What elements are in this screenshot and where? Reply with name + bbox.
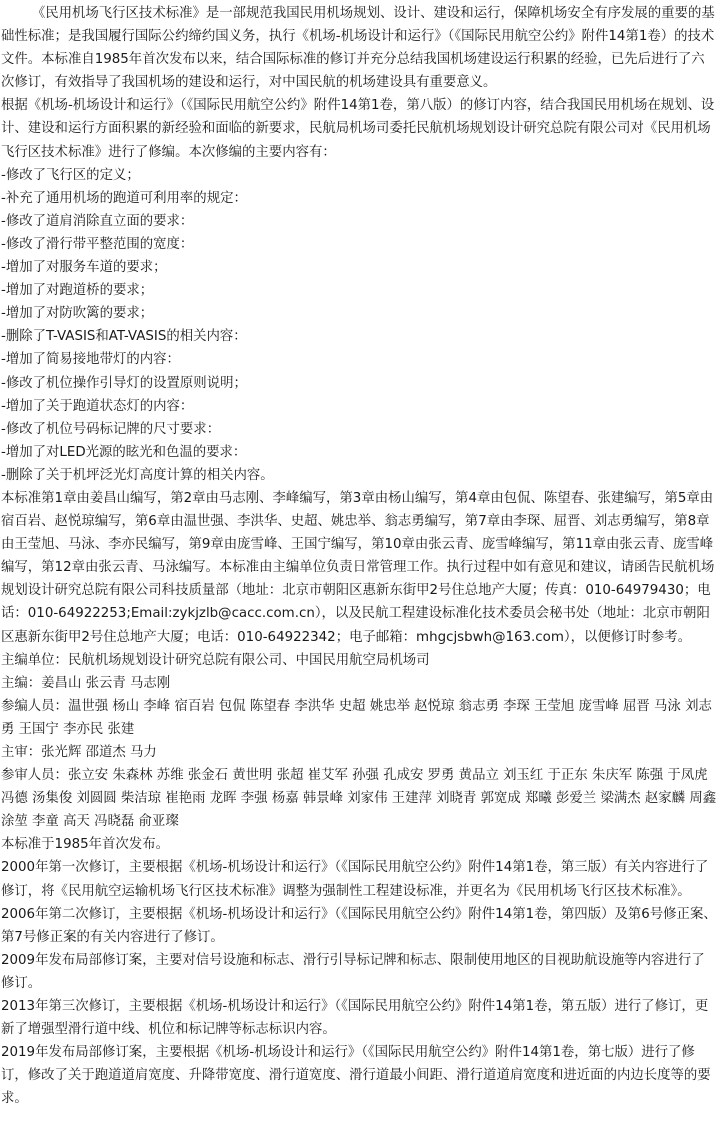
history-item: 2009年发布局部修订案，主要对信号设施和标志、滑行引导标记牌和标志、限制使用地区的目视助航设施等内容进行了修订。: [1, 952, 705, 991]
change-item: -增加了简易接地带灯的内容：: [1, 352, 180, 368]
change-item: -增加了对防吹篱的要求；: [1, 306, 154, 322]
change-item: -增加了对跑道桥的要求；: [1, 283, 154, 299]
intro-paragraph: 《民用机场飞行区技术标准》是一部规范我国民用机场规划、设计、建设和运行，保障机场安全有序发展的重要的基础性标准；是我国履行国际公约缔约国义务，执行《机场-机场设计和运行》（《国际民用航空公约》附件14第1卷）的技术文件。本标准自1985年首次发布以来，结合国际标准的修订并充分总结我国机场建设运行积累的经验，已先后进行了六次修订，有效指导了我国机场的建设和运行，对中国民航的机场建设具有重要意义。: [1, 6, 715, 91]
change-item: -修改了飞行区的定义；: [1, 167, 140, 183]
chief-unit-line: 主编单位：民航机场规划设计研究总院有限公司、中国民用航空局机场司: [1, 652, 430, 668]
history-item: 本标准于1985年首次发布。: [1, 837, 169, 853]
revision-basis-paragraph: 根据《机场-机场设计和运行》（《国际民用航空公约》附件14第1卷，第八版）的修订内容，结合我国民用机场在规划、设计、建设和运行方面积累的新经验和面临的新要求，民航局机场司委托民航机场规划设计研究总院有限公司对《民用机场飞行区技术标准》进行了修编。本次修编的主要内容有：: [1, 98, 715, 160]
change-item: -删除了T-VASIS和AT-VASIS的相关内容：: [1, 329, 247, 345]
change-item: -修改了滑行带平整范围的宽度：: [1, 236, 194, 252]
change-item: -增加了对服务车道的要求；: [1, 260, 167, 276]
change-item: -补充了通用机场的跑道可利用率的规定：: [1, 190, 247, 206]
change-item: -删除了关于机坪泛光灯高度计算的相关内容。: [1, 467, 274, 483]
reviewers-line: 参审人员：张立安 朱森林 苏维 张金石 黄世明 张超 崔艾军 孙强 孔成安 罗勇 黄品立 刘玉红 于正东 朱庆军 陈强 于凤虎 冯德 汤集俊 刘圆圆 柴洁琼 崔艳雨 龙晖 李强 杨嘉 韩景峰 刘家伟 王建萍 刘晓青 郭宽成 郑曦 彭爱兰 梁满杰 赵家麟 周鑫 涂堃 李童 高天 冯晓磊 俞亚璨: [1, 768, 717, 830]
history-item: 2019年发布局部修订案，主要根据《机场-机场设计和运行》（《国际民用航空公约》附件14第1卷，第七版）进行了修订，修改了关于跑道道肩宽度、升降带宽度、滑行道宽度、滑行道最小间距、滑行道道肩宽度和进近面的内边长度等的要求。: [1, 1045, 711, 1107]
change-item: -修改了机位号码标记牌的尺寸要求：: [1, 421, 221, 437]
chief-editors-line: 主编：姜昌山 张云青 马志刚: [1, 675, 171, 691]
history-item: 2013年第三次修订，主要根据《机场-机场设计和运行》（《国际民用航空公约》附件14第1卷，第五版）进行了修订，更新了增强型滑行道中线、机位和标记牌等标志标识内容。: [1, 999, 709, 1038]
history-item: 2000年第一次修订，主要根据《机场-机场设计和运行》（《国际民用航空公约》附件14第1卷，第三版）有关内容进行了修订，将《民用航空运输机场飞行区技术标准》调整为强制性工程建设标准，并更名为《民用机场飞行区技术标准》。: [1, 860, 709, 899]
change-item: -增加了对LED光源的眩光和色温的要求：: [1, 444, 247, 460]
contributors-line: 参编人员：温世强 杨山 李峰 宿百岩 包侃 陈望春 李洪华 史超 姚忠举 赵悦琼 翁志勇 李琛 王莹旭 庞雪峰 屈晋 马泳 刘志勇 王国宁 李亦民 张建: [1, 698, 712, 737]
change-item: -修改了道肩消除直立面的要求：: [1, 213, 194, 229]
history-item: 2006年第二次修订，主要根据《机场-机场设计和运行》（《国际民用航空公约》附件14第1卷，第四版）及第6号修正案、第7号修正案的有关内容进行了修订。: [1, 906, 717, 945]
authors-contact-paragraph: 本标准第1章由姜昌山编写，第2章由马志刚、李峰编写，第3章由杨山编写，第4章由包侃、陈望春、张建编写，第5章由宿百岩、赵悦琼编写，第6章由温世强、李洪华、史超、姚忠举、翁志勇编写，第7章由李琛、屈晋、刘志勇编写，第8章由王莹旭、马泳、李亦民编写，第9章由庞雪峰、王国宁编写，第10章由张云青、庞雪峰编写，第11章由张云青、庞雪峰编写，第12章由张云青、马泳编写。本标准由主编单位负责日常管理工作。执行过程中如有意见和建议，请函告民航机场规划设计研究总院有限公司科技质量部（地址：北京市朝阳区惠新东街甲2号住总地产大厦；传真：010-64979430；电话：010-64922253;Email:zykjzlb@cacc.com.cn），以及民航工程建设标准化技术委员会秘书处（地址：北京市朝阳区惠新东街甲2号住总地产大厦；电话：010-64922342；电子邮箱：mhgcjsbwh@163.com），以便修订时参考。: [1, 490, 715, 645]
change-item: -增加了关于跑道状态灯的内容：: [1, 398, 194, 414]
change-item: -修改了机位操作引导灯的设置原则说明；: [1, 375, 247, 391]
chief-reviewers-line: 主审：张光辉 邵道杰 马力: [1, 745, 157, 760]
document-body: [1, 2, 717, 1111]
